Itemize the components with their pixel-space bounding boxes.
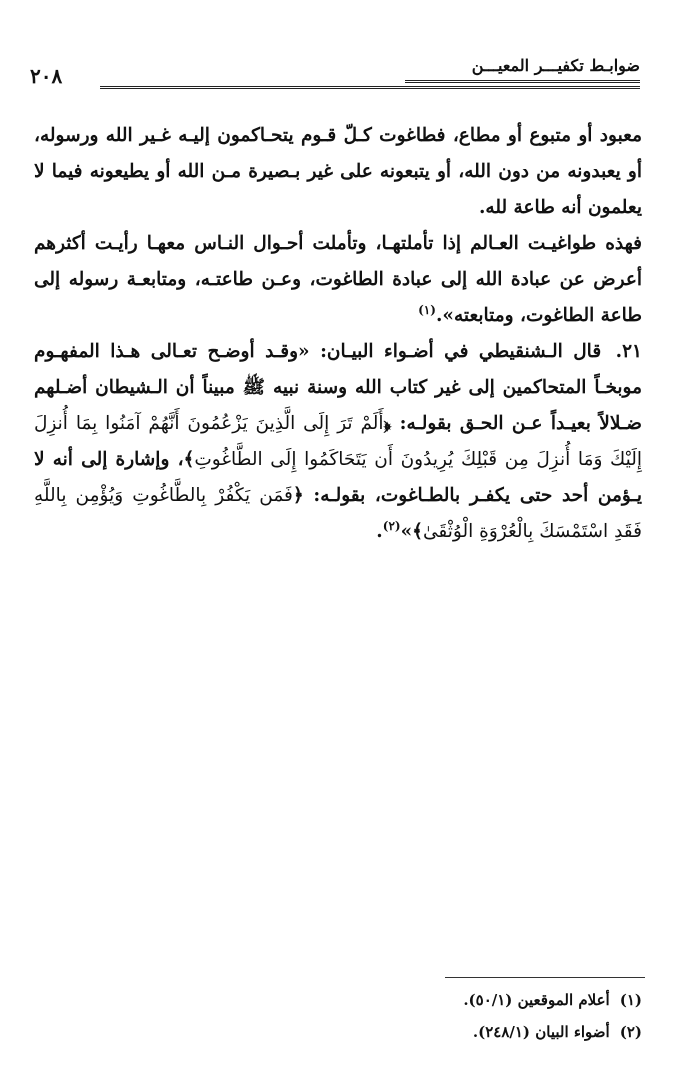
page-header	[30, 52, 640, 92]
item-number: ٢١.	[615, 341, 642, 362]
quran-verse-1: أَلَمْ تَرَ إِلَى الَّذِينَ يَزْعُمُونَ أَنَّهُمْ آمَنُوا بِمَا أُنزِلَ إِلَيْكَ وَمَا أُنزِلَ مِن قَبْلِكَ يُرِيدُونَ أَن يَتَحَاكَمُوا إِلَى الطَّاغُوتِ	[34, 413, 642, 470]
footnote-ref-1: (١)	[418, 302, 436, 317]
footnote-2-number: (٢)	[619, 1023, 642, 1041]
item-21-end: .	[376, 521, 383, 542]
quote-close: »	[400, 521, 413, 542]
footnote-rule	[445, 977, 645, 978]
quran-close-bracket-2: ﴾	[412, 521, 423, 542]
paragraph-1: معبود أو متبوع أو مطاع، فطاغوت كـلّ قـوم يتحـاكمون إليـه غـير الله ورسوله، أو يعبدونه من دون الله، أو يتبعونه على غير بـصيرة مـن الله أو يطيعونه فيما لا يعلمون أنه طاعة لله.	[34, 125, 642, 218]
footnote-1-text: أعلام الموقعين (٥٠/١).	[463, 991, 610, 1009]
paragraph-2	[34, 226, 642, 334]
main-text	[34, 118, 642, 550]
footnote-1-number: (١)	[619, 991, 642, 1009]
footnote-2-text: أضواء البيان (٢٤٨/١).	[472, 1023, 610, 1041]
paragraph-2-text: فهذه طواغيـت العـالم إذا تأملتهـا، وتأملت أحـوال النـاس معهـا رأيـت أكثرهم أعرض عن عبادة الله إلى عبادة الطاغوت، وعـن طاعتـه، ومتابعـة رسوله إلى طاعة الطاغوت، ومتابعته».	[34, 233, 642, 326]
header-rule-top	[405, 80, 640, 83]
page-number: ٢٠٨	[30, 64, 63, 88]
quran-open-bracket-2: ﴿	[292, 485, 304, 506]
quran-verse-2: فَمَن يَكْفُرْ بِالطَّاغُوتِ وَيُؤْمِن بِاللَّهِ فَقَدِ اسْتَمْسَكَ بِالْعُرْوَةِ الْوُثْقَىٰ	[34, 485, 642, 542]
running-title: ضوابـط تكفيـــر المعيـــن	[471, 56, 640, 75]
footnote-1	[34, 984, 642, 1016]
footnote-ref-2: (٢)	[382, 518, 401, 533]
header-rule-long	[100, 86, 640, 89]
item-21-middle: ، وإشارة إلى أنه لا يـؤمن أحد حتى يكفـر بالطـاغوت، بقولـه:	[34, 449, 642, 506]
quran-open-bracket: ﴿	[383, 413, 392, 434]
list-item-21	[34, 334, 642, 550]
footnotes	[34, 984, 642, 1048]
item-21-intro: قال الـشنقيطي في أضـواء البيـان: «وقـد أوضـح تعـالى هـذا المفهـوم موبخـاً المتحاكمين إلى غير كتاب الله وسنة نبيه ﷺ مبيناً أن الـشيطان أضـلهم ضـلالاً بعيـداً عـن الحـق بقولـه:	[34, 341, 643, 434]
footnote-2	[34, 1016, 642, 1048]
quran-close-bracket: ﴾	[183, 449, 195, 470]
